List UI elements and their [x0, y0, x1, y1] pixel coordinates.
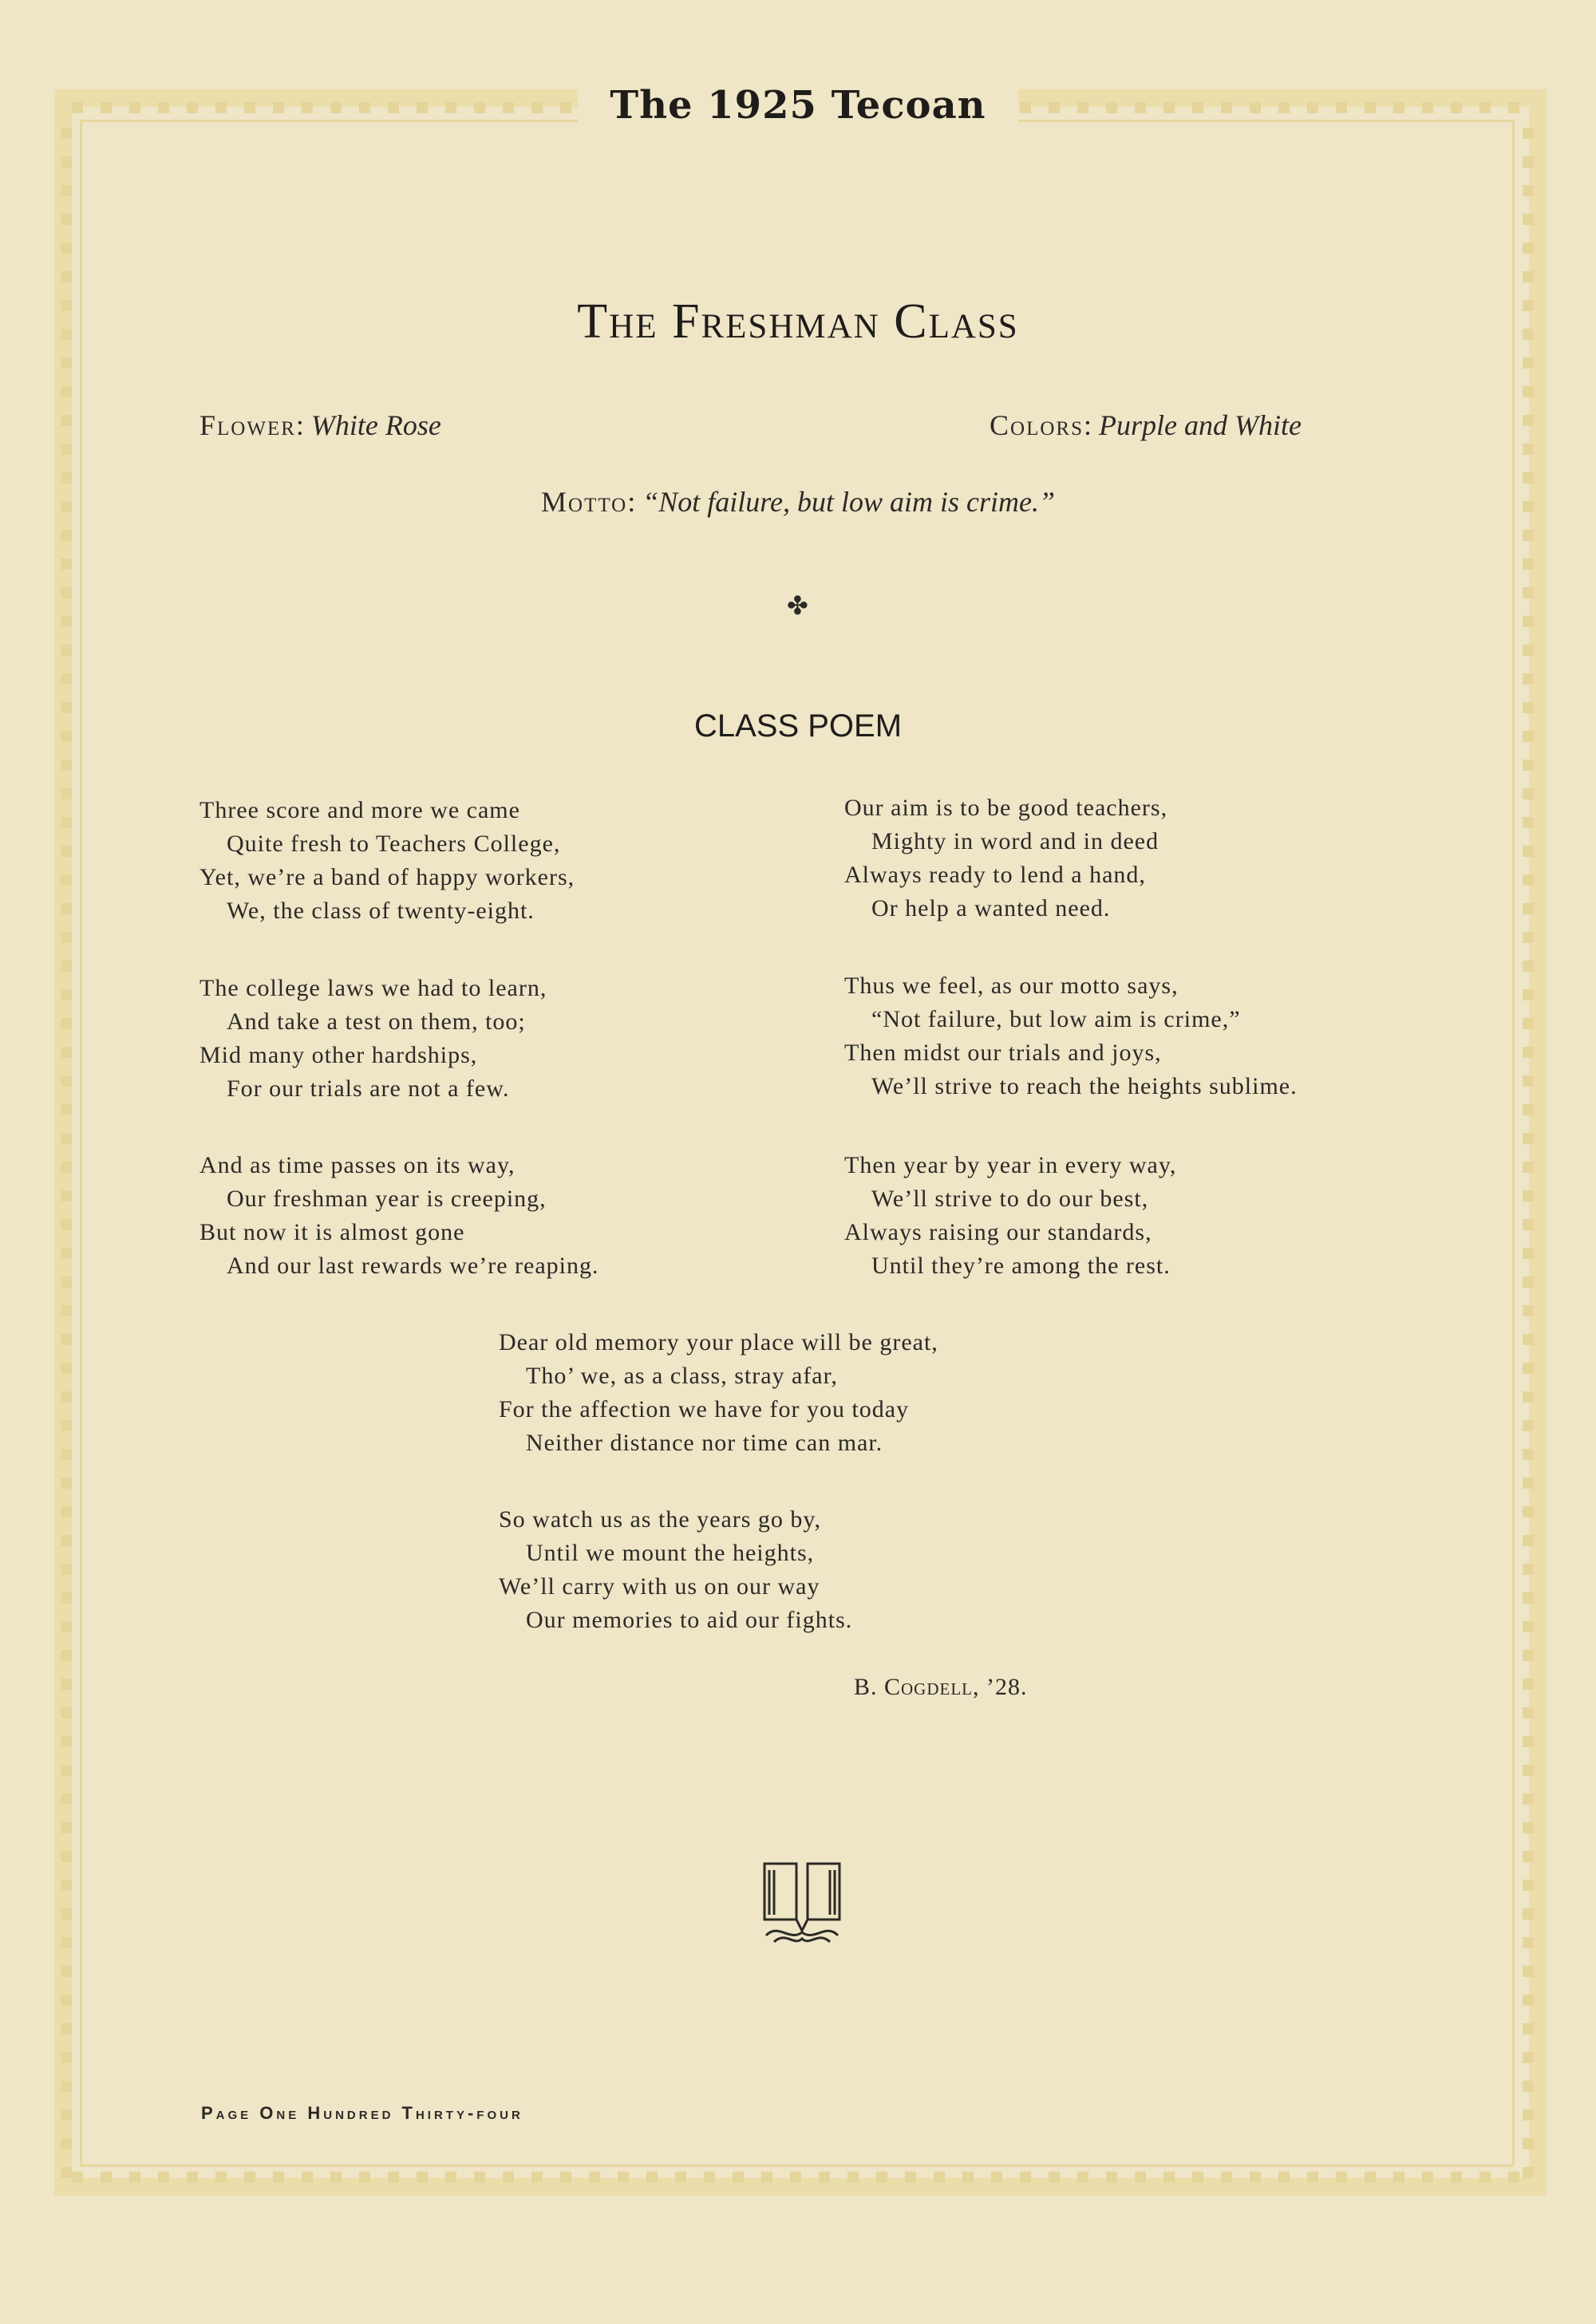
stanza-left-1: [200, 794, 575, 928]
border-square: [1523, 673, 1534, 685]
border-square: [1523, 1650, 1534, 1661]
border-square: [61, 874, 72, 886]
poem-line: Until we mount the heights,: [526, 1540, 815, 1566]
border-square: [129, 2172, 140, 2183]
border-square: [61, 444, 72, 455]
border-square: [1523, 1621, 1534, 1632]
border-square: [61, 558, 72, 570]
border-square: [61, 1535, 72, 1546]
border-square: [61, 2167, 72, 2178]
border-square: [61, 386, 72, 397]
border-square: [1523, 645, 1534, 656]
border-square: [1393, 2172, 1404, 2183]
border-square: [61, 1679, 72, 1690]
poem-line: Then midst our trials and joys,: [844, 1040, 1162, 1066]
flower-label: Flower: [200, 409, 296, 441]
border-square: [1523, 2167, 1534, 2178]
flower-colon: :: [295, 409, 311, 441]
border-square: [61, 961, 72, 972]
border-square: [1523, 1162, 1534, 1173]
border-square: [61, 817, 72, 828]
poem-line: Quite fresh to Teachers College,: [227, 831, 561, 857]
poem-line: And take a test on them, too;: [227, 1008, 526, 1035]
border-square: [61, 1995, 72, 2006]
border-square: [1192, 2172, 1203, 2183]
poem-line: Tho’ we, as a class, stray afar,: [526, 1363, 838, 1389]
border-square: [61, 1822, 72, 1833]
border-square: [1523, 874, 1534, 886]
border-square: [61, 2052, 72, 2063]
poem-line: Mighty in word and in deed: [871, 828, 1159, 854]
border-square: [61, 1880, 72, 1891]
border-square: [1451, 2172, 1462, 2183]
border-square: [1422, 2172, 1433, 2183]
border-square: [1523, 1075, 1534, 1087]
poem-line: The college laws we had to learn,: [200, 975, 547, 1001]
page-title: The Freshman Class: [577, 294, 1019, 349]
border-square: [1523, 357, 1534, 369]
border-square: [1135, 2172, 1146, 2183]
border-square: [61, 1420, 72, 1431]
border-square: [1523, 444, 1534, 455]
poem-line: Mid many other hardships,: [200, 1042, 478, 1068]
signature-name: B. Cogdell,: [854, 1674, 980, 1700]
colors-label: Colors: [990, 409, 1084, 441]
colors-value: Purple and White: [1099, 409, 1302, 441]
border-square: [991, 2172, 1002, 2183]
poem-signature: [854, 1674, 1028, 1701]
border-square: [761, 2172, 772, 2183]
poem-line: “Not failure, but low aim is crime,”: [871, 1006, 1241, 1032]
signature-year: ’28.: [986, 1674, 1028, 1700]
border-square: [61, 760, 72, 771]
border-square: [1523, 1047, 1534, 1058]
border-square: [1523, 587, 1534, 598]
poem-line: Dear old memory your place will be great,: [499, 1329, 938, 1355]
border-square: [61, 271, 72, 282]
border-square: [1508, 2172, 1519, 2183]
border-square: [61, 1075, 72, 1087]
border-square: [847, 2172, 859, 2183]
border-square: [1523, 2081, 1534, 2092]
stanza-left-3: [200, 1149, 599, 1283]
border-square: [876, 2172, 887, 2183]
border-square: [560, 2172, 571, 2183]
border-square: [1523, 1133, 1534, 1144]
border-square: [61, 214, 72, 225]
border-square: [61, 1937, 72, 1948]
ornament-icon: ✤: [787, 590, 808, 621]
border-square: [61, 156, 72, 168]
poem-line: Then year by year in every way,: [844, 1152, 1177, 1178]
border-square: [1523, 214, 1534, 225]
poem-line: Three score and more we came: [200, 797, 520, 823]
flower-info: [200, 408, 441, 442]
border-square: [531, 2172, 543, 2183]
poem-line: And as time passes on its way,: [200, 1152, 516, 1178]
border-square: [61, 587, 72, 598]
border-square: [61, 1478, 72, 1489]
border-square: [61, 1190, 72, 1201]
border-square: [790, 2172, 801, 2183]
poem-line: Thus we feel, as our motto says,: [844, 973, 1179, 999]
border-square: [273, 2172, 284, 2183]
border-square: [1523, 1104, 1534, 1115]
border-square: [1523, 1363, 1534, 1374]
border-square: [1523, 1420, 1534, 1431]
border-square: [1523, 989, 1534, 1000]
border-square: [61, 673, 72, 685]
border-square: [61, 185, 72, 196]
border-square: [646, 2172, 658, 2183]
border-square: [1523, 1248, 1534, 1259]
border-square: [1523, 817, 1534, 828]
border-square: [1523, 1793, 1534, 1805]
border-square: [1523, 1937, 1534, 1948]
border-square: [1163, 2172, 1175, 2183]
border-square: [1523, 558, 1534, 570]
border-square: [1523, 1679, 1534, 1690]
border-square: [158, 2172, 169, 2183]
border-square: [61, 1391, 72, 1403]
border-square: [61, 2023, 72, 2034]
border-square: [1523, 1334, 1534, 1345]
border-square: [61, 1334, 72, 1345]
poem-line: Always raising our standards,: [844, 1219, 1152, 1245]
border-square: [61, 903, 72, 914]
border-square: [61, 1047, 72, 1058]
border-square: [1523, 156, 1534, 168]
border-square: [1523, 1908, 1534, 1920]
book-emblem-icon: [758, 1859, 846, 1947]
border-square: [1365, 2172, 1376, 2183]
border-square: [61, 415, 72, 426]
border-square: [1523, 2138, 1534, 2149]
border-square: [330, 2172, 342, 2183]
border-square: [101, 2172, 112, 2183]
border-square: [1523, 846, 1534, 857]
border-square: [1523, 788, 1534, 799]
border-square: [1523, 1822, 1534, 1833]
border-square: [61, 932, 72, 943]
stanza-right-1: [844, 791, 1167, 925]
border-square: [1523, 1564, 1534, 1575]
border-square: [61, 1276, 72, 1288]
border-square: [1523, 1449, 1534, 1460]
border-square: [1278, 2172, 1290, 2183]
border-square: [934, 2172, 945, 2183]
poem-line: Yet, we’re a band of happy workers,: [200, 864, 575, 890]
border-square: [187, 2172, 198, 2183]
header-text: The 1925 Tecoan: [578, 80, 1017, 131]
border-square: [1523, 616, 1534, 627]
poem-line: So watch us as the years go by,: [499, 1506, 821, 1533]
colors-colon: :: [1083, 409, 1099, 441]
stanza-right-2: [844, 969, 1298, 1103]
motto-value: “Not failure, but low aim is crime.”: [642, 486, 1055, 518]
border-square: [61, 1104, 72, 1115]
border-square: [61, 357, 72, 369]
border-square: [61, 2109, 72, 2121]
border-square: [61, 645, 72, 656]
poem-title: CLASS POEM: [693, 708, 903, 744]
border-square: [1523, 1018, 1534, 1029]
motto-colon: :: [627, 486, 643, 518]
border-square: [1106, 2172, 1117, 2183]
border-square: [905, 2172, 916, 2183]
poem-line: Until they’re among the rest.: [871, 1253, 1171, 1279]
poem-line: Always ready to lend a hand,: [844, 862, 1146, 888]
poem-line: And our last rewards we’re reaping.: [227, 1253, 599, 1279]
border-square: [1523, 1506, 1534, 1517]
border-square: [1523, 1880, 1534, 1891]
border-square: [61, 2081, 72, 2092]
border-square: [1077, 2172, 1088, 2183]
border-square: [61, 1765, 72, 1776]
border-square: [1523, 961, 1534, 972]
border-square: [962, 2172, 974, 2183]
border-square: [1523, 903, 1534, 914]
border-square: [61, 1736, 72, 1747]
border-square: [675, 2172, 686, 2183]
border-square: [1523, 415, 1534, 426]
poem-line: Our freshman year is creeping,: [227, 1186, 547, 1212]
border-square: [1523, 1592, 1534, 1604]
border-square: [61, 1219, 72, 1230]
poem-line: Neither distance nor time can mar.: [526, 1430, 883, 1456]
border-square: [61, 989, 72, 1000]
border-square: [61, 1851, 72, 1862]
poem-line: For the affection we have for you today: [499, 1396, 910, 1422]
border-square: [704, 2172, 715, 2183]
border-square: [1523, 1305, 1534, 1316]
border-square: [215, 2172, 227, 2183]
poem-line: Or help a wanted need.: [871, 895, 1111, 921]
poem-line: We’ll strive to do our best,: [871, 1186, 1149, 1212]
border-square: [244, 2172, 255, 2183]
stanza-right-3: [844, 1149, 1176, 1283]
border-square: [61, 530, 72, 541]
border-square: [819, 2172, 830, 2183]
border-square: [61, 1650, 72, 1661]
stanza-center-1: [499, 1326, 938, 1460]
border-square: [417, 2172, 428, 2183]
border-square: [61, 1305, 72, 1316]
border-square: [1020, 2172, 1031, 2183]
border-square: [1307, 2172, 1318, 2183]
border-square: [1479, 2172, 1491, 2183]
border-square: [1523, 271, 1534, 282]
border-square: [474, 2172, 485, 2183]
motto-label: Motto: [541, 486, 628, 518]
running-header: [0, 80, 1596, 131]
border-square: [589, 2172, 600, 2183]
border-square: [1523, 1707, 1534, 1718]
motto-info: [0, 485, 1596, 519]
border-square: [61, 1908, 72, 1920]
border-square: [61, 1449, 72, 1460]
border-square: [1523, 185, 1534, 196]
poem-line: Our memories to aid our fights.: [526, 1607, 853, 1633]
border-square: [61, 1506, 72, 1517]
poem-line: Our aim is to be good teachers,: [844, 795, 1168, 821]
border-square: [1523, 472, 1534, 483]
flower-value: White Rose: [310, 409, 441, 441]
border-square: [618, 2172, 629, 2183]
border-square: [61, 243, 72, 254]
border-square: [1523, 1995, 1534, 2006]
border-square: [1523, 1535, 1534, 1546]
border-square: [1523, 2109, 1534, 2121]
border-square: [61, 1564, 72, 1575]
border-square: [1523, 386, 1534, 397]
border-square: [1523, 932, 1534, 943]
border-square: [61, 1363, 72, 1374]
poem-line: We’ll carry with us on our way: [499, 1573, 820, 1600]
poem-line: We, the class of twenty-eight.: [227, 898, 535, 924]
border-square: [1336, 2172, 1347, 2183]
page-number-footer: Page One Hundred Thirty-four: [201, 2103, 523, 2123]
border-square: [1250, 2172, 1261, 2183]
border-square: [61, 616, 72, 627]
border-square: [61, 1966, 72, 1977]
border-square: [1523, 1765, 1534, 1776]
border-square: [1523, 1219, 1534, 1230]
border-square: [1523, 1478, 1534, 1489]
border-square: [1523, 1966, 1534, 1977]
poem-line: But now it is almost gone: [200, 1219, 465, 1245]
colors-info: [990, 408, 1302, 442]
border-square: [302, 2172, 313, 2183]
border-square: [1523, 2023, 1534, 2034]
border-square: [1523, 1736, 1534, 1747]
border-square: [61, 846, 72, 857]
stanza-center-2: [499, 1503, 852, 1637]
border-square: [1523, 1276, 1534, 1288]
border-square: [61, 1707, 72, 1718]
border-square: [61, 1162, 72, 1173]
border-square: [733, 2172, 744, 2183]
border-square: [61, 1793, 72, 1805]
border-square: [61, 472, 72, 483]
border-square: [1523, 1851, 1534, 1862]
border-square: [61, 1133, 72, 1144]
border-square: [1221, 2172, 1232, 2183]
border-square: [61, 1592, 72, 1604]
border-square: [1523, 530, 1534, 541]
border-square: [359, 2172, 370, 2183]
border-square: [388, 2172, 399, 2183]
border-square: [1523, 1190, 1534, 1201]
border-square: [72, 2172, 83, 2183]
border-square: [1049, 2172, 1060, 2183]
border-square: [445, 2172, 456, 2183]
poem-line: We’ll strive to reach the heights sublime.: [871, 1073, 1298, 1099]
border-square: [61, 1248, 72, 1259]
border-square: [1523, 760, 1534, 771]
border-square: [1523, 1391, 1534, 1403]
border-square: [61, 788, 72, 799]
border-square: [503, 2172, 514, 2183]
stanza-left-2: [200, 972, 547, 1106]
border-square: [61, 1018, 72, 1029]
border-square: [1523, 243, 1534, 254]
border-square: [1523, 2052, 1534, 2063]
border-square: [61, 2138, 72, 2149]
border-square: [61, 1621, 72, 1632]
poem-line: For our trials are not a few.: [227, 1075, 510, 1102]
